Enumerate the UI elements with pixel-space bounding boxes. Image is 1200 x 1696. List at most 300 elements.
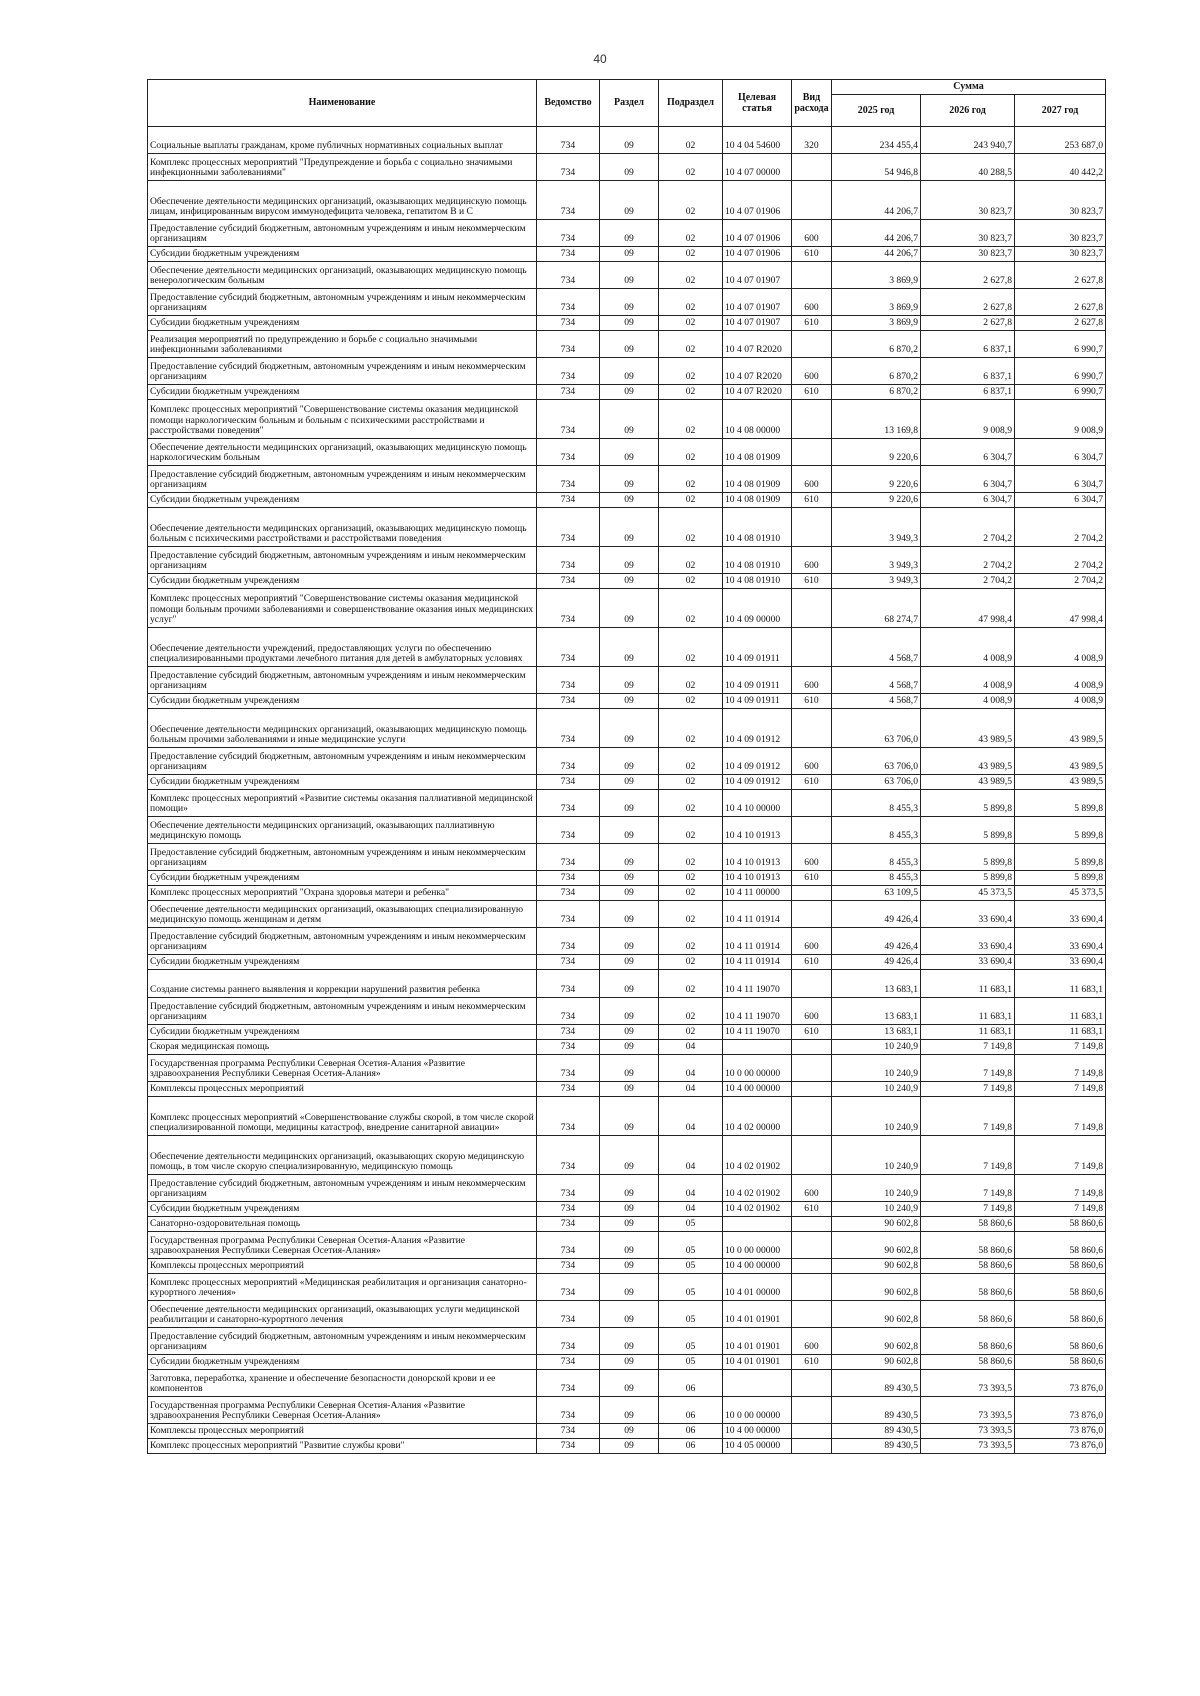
header-name: Наименование [148, 80, 537, 127]
cell-amount-2025: 10 240,9 [832, 1202, 921, 1217]
cell-target [723, 1040, 792, 1055]
cell-name: Предоставление субсидий бюджетным, автономным учреждениям и иным некоммерческим организациям [148, 358, 537, 385]
cell-amount-2027: 6 304,7 [1015, 493, 1106, 508]
cell-razdel: 09 [600, 1232, 659, 1259]
cell-target: 10 4 07 01907 [723, 316, 792, 331]
cell-amount-2025: 89 430,5 [832, 1370, 921, 1397]
cell-vid [792, 1424, 832, 1439]
table-row [148, 1301, 1106, 1328]
cell-vid: 600 [792, 289, 832, 316]
cell-target: 10 4 09 01911 [723, 694, 792, 709]
cell-podrazdel: 05 [659, 1259, 723, 1274]
table-row [148, 628, 1106, 667]
cell-amount-2026: 73 393,5 [921, 1370, 1015, 1397]
cell-amount-2027: 5 899,8 [1015, 871, 1106, 886]
cell-vedomstvo: 734 [537, 589, 600, 628]
cell-name: Социальные выплаты гражданам, кроме публичных нормативных социальных выплат [148, 127, 537, 154]
cell-razdel: 09 [600, 1082, 659, 1097]
cell-target: 10 4 09 01912 [723, 775, 792, 790]
cell-amount-2027: 2 704,2 [1015, 508, 1106, 547]
cell-vid: 600 [792, 998, 832, 1025]
cell-amount-2025: 90 602,8 [832, 1259, 921, 1274]
cell-name: Создание системы раннего выявления и коррекции нарушений развития ребенка [148, 970, 537, 998]
table-row [148, 709, 1106, 748]
cell-podrazdel: 02 [659, 439, 723, 466]
cell-amount-2027: 33 690,4 [1015, 955, 1106, 970]
cell-vedomstvo: 734 [537, 628, 600, 667]
cell-target: 10 4 08 01909 [723, 493, 792, 508]
cell-vid: 320 [792, 127, 832, 154]
cell-amount-2027: 9 008,9 [1015, 400, 1106, 439]
cell-vedomstvo: 734 [537, 1040, 600, 1055]
cell-vedomstvo: 734 [537, 1097, 600, 1136]
table-row [148, 331, 1106, 358]
cell-razdel: 09 [600, 574, 659, 589]
cell-podrazdel: 02 [659, 928, 723, 955]
cell-target: 10 4 11 01914 [723, 955, 792, 970]
cell-razdel: 09 [600, 331, 659, 358]
cell-razdel: 09 [600, 955, 659, 970]
cell-vid: 610 [792, 316, 832, 331]
cell-name: Санаторно-оздоровительная помощь [148, 1217, 537, 1232]
cell-amount-2026: 33 690,4 [921, 901, 1015, 928]
cell-amount-2027: 58 860,6 [1015, 1274, 1106, 1301]
cell-name: Комплекс процессных мероприятий "Совершенствование системы оказания медицинской помощи больным прочими заболеваниями и совершенствование оказания иных медицинских услуг" [148, 589, 537, 628]
cell-razdel: 09 [600, 508, 659, 547]
cell-vid [792, 790, 832, 817]
cell-target: 10 4 01 00000 [723, 1274, 792, 1301]
cell-vid [792, 1136, 832, 1175]
cell-podrazdel: 06 [659, 1370, 723, 1397]
cell-vedomstvo: 734 [537, 790, 600, 817]
cell-target: 10 4 08 01910 [723, 574, 792, 589]
cell-amount-2026: 6 304,7 [921, 493, 1015, 508]
cell-amount-2025: 13 683,1 [832, 970, 921, 998]
cell-name: Обеспечение деятельности медицинских организаций, оказывающих медицинскую помощь больным с психическими расстройствами и расстройствами поведения [148, 508, 537, 547]
cell-vedomstvo: 734 [537, 1055, 600, 1082]
cell-amount-2027: 11 683,1 [1015, 1025, 1106, 1040]
cell-razdel: 09 [600, 817, 659, 844]
table-row [148, 871, 1106, 886]
cell-amount-2025: 44 206,7 [832, 220, 921, 247]
table-row [148, 181, 1106, 220]
cell-vid [792, 1055, 832, 1082]
header-summa: Сумма [832, 80, 1106, 95]
cell-target: 10 4 09 01912 [723, 748, 792, 775]
cell-name: Обеспечение деятельности учреждений, предоставляющих услуги по обеспечению специализированными продуктами лечебного питания для детей в амбулаторных условиях [148, 628, 537, 667]
cell-amount-2026: 30 823,7 [921, 181, 1015, 220]
cell-amount-2025: 6 870,2 [832, 331, 921, 358]
cell-razdel: 09 [600, 1370, 659, 1397]
cell-podrazdel: 02 [659, 385, 723, 400]
cell-name: Предоставление субсидий бюджетным, автономным учреждениям и иным некоммерческим организациям [148, 998, 537, 1025]
cell-amount-2027: 58 860,6 [1015, 1355, 1106, 1370]
table-row [148, 1217, 1106, 1232]
cell-amount-2026: 73 393,5 [921, 1397, 1015, 1424]
cell-name: Обеспечение деятельности медицинских организаций, оказывающих медицинскую помощь лицам, инфицированным вирусом иммунодефицита человека, гепатитом В и С [148, 181, 537, 220]
cell-name: Комплекс процессных мероприятий "Развитие службы крови" [148, 1439, 537, 1454]
cell-amount-2026: 11 683,1 [921, 970, 1015, 998]
cell-target: 10 0 00 00000 [723, 1055, 792, 1082]
cell-amount-2025: 4 568,7 [832, 628, 921, 667]
cell-amount-2025: 63 706,0 [832, 775, 921, 790]
cell-amount-2025: 9 220,6 [832, 493, 921, 508]
cell-vedomstvo: 734 [537, 1025, 600, 1040]
cell-amount-2026: 7 149,8 [921, 1082, 1015, 1097]
cell-podrazdel: 02 [659, 493, 723, 508]
cell-amount-2026: 73 393,5 [921, 1424, 1015, 1439]
cell-vedomstvo: 734 [537, 970, 600, 998]
cell-name: Государственная программа Республики Северная Осетия-Алания «Развитие здравоохранения Республики Северная Осетия-Алания» [148, 1232, 537, 1259]
cell-podrazdel: 02 [659, 775, 723, 790]
cell-podrazdel: 02 [659, 748, 723, 775]
cell-amount-2026: 6 837,1 [921, 358, 1015, 385]
cell-target: 10 4 04 54600 [723, 127, 792, 154]
table-row [148, 574, 1106, 589]
cell-razdel: 09 [600, 1025, 659, 1040]
cell-target: 10 4 10 00000 [723, 790, 792, 817]
cell-amount-2025: 13 683,1 [832, 1025, 921, 1040]
cell-amount-2026: 5 899,8 [921, 790, 1015, 817]
cell-amount-2026: 7 149,8 [921, 1136, 1015, 1175]
cell-target: 10 4 08 01910 [723, 508, 792, 547]
cell-amount-2025: 3 949,3 [832, 547, 921, 574]
cell-razdel: 09 [600, 220, 659, 247]
cell-vedomstvo: 734 [537, 1259, 600, 1274]
cell-razdel: 09 [600, 928, 659, 955]
cell-amount-2027: 58 860,6 [1015, 1301, 1106, 1328]
cell-vid: 610 [792, 775, 832, 790]
cell-vid: 600 [792, 358, 832, 385]
header-vedomstvo: Ведомство [537, 80, 600, 127]
cell-vedomstvo: 734 [537, 928, 600, 955]
cell-amount-2027: 7 149,8 [1015, 1202, 1106, 1217]
cell-vid: 610 [792, 493, 832, 508]
cell-podrazdel: 02 [659, 790, 723, 817]
cell-vid [792, 589, 832, 628]
cell-amount-2027: 30 823,7 [1015, 181, 1106, 220]
cell-vid: 610 [792, 385, 832, 400]
cell-amount-2026: 40 288,5 [921, 154, 1015, 181]
cell-amount-2025: 44 206,7 [832, 247, 921, 262]
cell-razdel: 09 [600, 1202, 659, 1217]
cell-name: Обеспечение деятельности медицинских организаций, оказывающих медицинскую помощь больным прочими заболеваниями и иные медицинские услуги [148, 709, 537, 748]
cell-vedomstvo: 734 [537, 262, 600, 289]
cell-target: 10 4 00 00000 [723, 1259, 792, 1274]
cell-amount-2026: 43 989,5 [921, 709, 1015, 748]
cell-vedomstvo: 734 [537, 748, 600, 775]
cell-amount-2025: 234 455,4 [832, 127, 921, 154]
cell-amount-2027: 7 149,8 [1015, 1082, 1106, 1097]
cell-amount-2026: 4 008,9 [921, 628, 1015, 667]
cell-amount-2027: 40 442,2 [1015, 154, 1106, 181]
table-row [148, 1439, 1106, 1454]
cell-vid [792, 1217, 832, 1232]
table-row [148, 1355, 1106, 1370]
cell-name: Субсидии бюджетным учреждениям [148, 955, 537, 970]
table-row [148, 1202, 1106, 1217]
cell-amount-2027: 73 876,0 [1015, 1370, 1106, 1397]
cell-amount-2025: 8 455,3 [832, 817, 921, 844]
cell-name: Заготовка, переработка, хранение и обеспечение безопасности донорской крови и ее компонентов [148, 1370, 537, 1397]
cell-target: 10 4 02 01902 [723, 1136, 792, 1175]
cell-amount-2025: 89 430,5 [832, 1439, 921, 1454]
cell-amount-2027: 11 683,1 [1015, 998, 1106, 1025]
cell-amount-2025: 8 455,3 [832, 871, 921, 886]
cell-amount-2026: 58 860,6 [921, 1217, 1015, 1232]
cell-vid [792, 1082, 832, 1097]
cell-name: Субсидии бюджетным учреждениям [148, 1355, 537, 1370]
cell-amount-2027: 6 990,7 [1015, 331, 1106, 358]
cell-amount-2027: 2 704,2 [1015, 574, 1106, 589]
cell-amount-2027: 4 008,9 [1015, 694, 1106, 709]
cell-razdel: 09 [600, 181, 659, 220]
cell-amount-2025: 89 430,5 [832, 1397, 921, 1424]
cell-name: Субсидии бюджетным учреждениям [148, 871, 537, 886]
cell-razdel: 09 [600, 400, 659, 439]
cell-target: 10 4 07 00000 [723, 154, 792, 181]
header-razdel: Раздел [600, 80, 659, 127]
cell-podrazdel: 02 [659, 331, 723, 358]
cell-razdel: 09 [600, 127, 659, 154]
cell-vid [792, 1439, 832, 1454]
cell-amount-2025: 10 240,9 [832, 1040, 921, 1055]
cell-target: 10 4 07 01906 [723, 220, 792, 247]
cell-amount-2025: 10 240,9 [832, 1097, 921, 1136]
cell-vid: 600 [792, 928, 832, 955]
cell-vid [792, 439, 832, 466]
cell-podrazdel: 04 [659, 1136, 723, 1175]
cell-amount-2025: 49 426,4 [832, 955, 921, 970]
cell-amount-2026: 45 373,5 [921, 886, 1015, 901]
cell-name: Комплексы процессных мероприятий [148, 1082, 537, 1097]
cell-podrazdel: 02 [659, 1025, 723, 1040]
table-row [148, 316, 1106, 331]
cell-vedomstvo: 734 [537, 1274, 600, 1301]
budget-table [147, 79, 1106, 1454]
cell-target: 10 4 07 R2020 [723, 331, 792, 358]
cell-name: Обеспечение деятельности медицинских организаций, оказывающих медицинскую помощь венерологическим больным [148, 262, 537, 289]
cell-razdel: 09 [600, 589, 659, 628]
cell-vid [792, 400, 832, 439]
cell-name: Предоставление субсидий бюджетным, автономным учреждениям и иным некоммерческим организациям [148, 220, 537, 247]
cell-razdel: 09 [600, 1097, 659, 1136]
cell-podrazdel: 02 [659, 817, 723, 844]
cell-vedomstvo: 734 [537, 1439, 600, 1454]
cell-amount-2027: 33 690,4 [1015, 928, 1106, 955]
cell-podrazdel: 02 [659, 247, 723, 262]
cell-name: Субсидии бюджетным учреждениям [148, 316, 537, 331]
table-row [148, 1397, 1106, 1424]
cell-vedomstvo: 734 [537, 1301, 600, 1328]
cell-vid [792, 628, 832, 667]
cell-razdel: 09 [600, 262, 659, 289]
table-row [148, 748, 1106, 775]
cell-amount-2026: 6 837,1 [921, 331, 1015, 358]
cell-vedomstvo: 734 [537, 1136, 600, 1175]
cell-amount-2025: 90 602,8 [832, 1355, 921, 1370]
table-row [148, 790, 1106, 817]
cell-razdel: 09 [600, 628, 659, 667]
cell-target: 10 4 09 00000 [723, 589, 792, 628]
cell-razdel: 09 [600, 1175, 659, 1202]
cell-vid [792, 901, 832, 928]
cell-amount-2026: 58 860,6 [921, 1259, 1015, 1274]
cell-target [723, 1370, 792, 1397]
cell-amount-2026: 58 860,6 [921, 1274, 1015, 1301]
cell-podrazdel: 04 [659, 1055, 723, 1082]
cell-razdel: 09 [600, 1328, 659, 1355]
cell-amount-2025: 90 602,8 [832, 1274, 921, 1301]
table-row [148, 289, 1106, 316]
cell-razdel: 09 [600, 1217, 659, 1232]
cell-podrazdel: 02 [659, 154, 723, 181]
cell-vedomstvo: 734 [537, 1424, 600, 1439]
cell-razdel: 09 [600, 1301, 659, 1328]
table-row [148, 1097, 1106, 1136]
cell-amount-2025: 4 568,7 [832, 694, 921, 709]
cell-razdel: 09 [600, 1136, 659, 1175]
cell-amount-2026: 11 683,1 [921, 1025, 1015, 1040]
table-row [148, 955, 1106, 970]
cell-amount-2026: 2 704,2 [921, 574, 1015, 589]
cell-razdel: 09 [600, 998, 659, 1025]
cell-amount-2026: 43 989,5 [921, 748, 1015, 775]
cell-podrazdel: 02 [659, 358, 723, 385]
cell-amount-2027: 33 690,4 [1015, 901, 1106, 928]
cell-vedomstvo: 734 [537, 1355, 600, 1370]
cell-name: Государственная программа Республики Северная Осетия-Алания «Развитие здравоохранения Республики Северная Осетия-Алания» [148, 1397, 537, 1424]
cell-amount-2025: 10 240,9 [832, 1175, 921, 1202]
cell-name: Субсидии бюджетным учреждениям [148, 574, 537, 589]
table-row [148, 466, 1106, 493]
cell-name: Субсидии бюджетным учреждениям [148, 385, 537, 400]
cell-name: Предоставление субсидий бюджетным, автономным учреждениям и иным некоммерческим организациям [148, 547, 537, 574]
cell-vedomstvo: 734 [537, 154, 600, 181]
page-number: 40 [593, 52, 607, 66]
table-row [148, 928, 1106, 955]
cell-podrazdel: 02 [659, 316, 723, 331]
cell-razdel: 09 [600, 775, 659, 790]
cell-name: Предоставление субсидий бюджетным, автономным учреждениям и иным некоммерческим организациям [148, 844, 537, 871]
table-row [148, 844, 1106, 871]
cell-amount-2026: 58 860,6 [921, 1232, 1015, 1259]
cell-amount-2025: 68 274,7 [832, 589, 921, 628]
cell-podrazdel: 05 [659, 1355, 723, 1370]
cell-amount-2027: 6 990,7 [1015, 358, 1106, 385]
cell-amount-2025: 89 430,5 [832, 1424, 921, 1439]
cell-vedomstvo: 734 [537, 694, 600, 709]
cell-razdel: 09 [600, 316, 659, 331]
cell-podrazdel: 02 [659, 220, 723, 247]
table-row [148, 385, 1106, 400]
cell-amount-2027: 43 989,5 [1015, 748, 1106, 775]
cell-amount-2026: 7 149,8 [921, 1055, 1015, 1082]
cell-razdel: 09 [600, 970, 659, 998]
cell-amount-2026: 7 149,8 [921, 1202, 1015, 1217]
cell-amount-2025: 9 220,6 [832, 439, 921, 466]
cell-amount-2025: 90 602,8 [832, 1217, 921, 1232]
cell-target: 10 4 00 00000 [723, 1424, 792, 1439]
cell-amount-2027: 30 823,7 [1015, 247, 1106, 262]
cell-target: 10 4 07 01906 [723, 181, 792, 220]
cell-amount-2025: 10 240,9 [832, 1055, 921, 1082]
cell-vedomstvo: 734 [537, 508, 600, 547]
cell-amount-2026: 2 627,8 [921, 262, 1015, 289]
cell-amount-2026: 9 008,9 [921, 400, 1015, 439]
cell-amount-2026: 58 860,6 [921, 1355, 1015, 1370]
cell-amount-2027: 5 899,8 [1015, 790, 1106, 817]
cell-razdel: 09 [600, 1274, 659, 1301]
cell-amount-2027: 6 990,7 [1015, 385, 1106, 400]
cell-vedomstvo: 734 [537, 667, 600, 694]
table-row [148, 1328, 1106, 1355]
cell-vid [792, 1097, 832, 1136]
cell-name: Комплекс процессных мероприятий «Медицинская реабилитация и организация санаторно-курортного лечения» [148, 1274, 537, 1301]
cell-amount-2027: 7 149,8 [1015, 1136, 1106, 1175]
cell-amount-2027: 2 627,8 [1015, 262, 1106, 289]
cell-podrazdel: 02 [659, 574, 723, 589]
cell-name: Субсидии бюджетным учреждениям [148, 493, 537, 508]
cell-vid: 600 [792, 547, 832, 574]
table-header [148, 80, 1106, 127]
cell-vid [792, 709, 832, 748]
cell-amount-2025: 49 426,4 [832, 901, 921, 928]
cell-amount-2026: 7 149,8 [921, 1175, 1015, 1202]
header-podrazdel: Подраздел [659, 80, 723, 127]
cell-amount-2027: 58 860,6 [1015, 1328, 1106, 1355]
table-row [148, 998, 1106, 1025]
cell-target: 10 4 10 01913 [723, 844, 792, 871]
cell-podrazdel: 02 [659, 508, 723, 547]
cell-podrazdel: 05 [659, 1328, 723, 1355]
cell-amount-2027: 58 860,6 [1015, 1232, 1106, 1259]
cell-vedomstvo: 734 [537, 1175, 600, 1202]
cell-amount-2027: 7 149,8 [1015, 1055, 1106, 1082]
cell-amount-2026: 5 899,8 [921, 871, 1015, 886]
cell-amount-2027: 43 989,5 [1015, 775, 1106, 790]
cell-amount-2026: 47 998,4 [921, 589, 1015, 628]
table-row [148, 1136, 1106, 1175]
cell-vid [792, 970, 832, 998]
table-row [148, 262, 1106, 289]
cell-amount-2025: 3 869,9 [832, 316, 921, 331]
cell-vid: 610 [792, 1202, 832, 1217]
cell-razdel: 09 [600, 844, 659, 871]
cell-podrazdel: 02 [659, 871, 723, 886]
cell-amount-2027: 45 373,5 [1015, 886, 1106, 901]
cell-podrazdel: 02 [659, 955, 723, 970]
cell-amount-2025: 90 602,8 [832, 1328, 921, 1355]
cell-vedomstvo: 734 [537, 1082, 600, 1097]
cell-name: Субсидии бюджетным учреждениям [148, 775, 537, 790]
cell-amount-2026: 58 860,6 [921, 1328, 1015, 1355]
cell-amount-2027: 4 008,9 [1015, 667, 1106, 694]
cell-target: 10 4 09 01911 [723, 667, 792, 694]
cell-podrazdel: 02 [659, 709, 723, 748]
cell-name: Государственная программа Республики Северная Осетия-Алания «Развитие здравоохранения Республики Северная Осетия-Алания» [148, 1055, 537, 1082]
cell-razdel: 09 [600, 1424, 659, 1439]
cell-podrazdel: 06 [659, 1439, 723, 1454]
cell-vedomstvo: 734 [537, 871, 600, 886]
table-row [148, 817, 1106, 844]
table-row [148, 493, 1106, 508]
cell-target: 10 0 00 00000 [723, 1232, 792, 1259]
cell-target [723, 1217, 792, 1232]
cell-target: 10 4 08 00000 [723, 400, 792, 439]
table-row [148, 1232, 1106, 1259]
cell-vid: 600 [792, 748, 832, 775]
